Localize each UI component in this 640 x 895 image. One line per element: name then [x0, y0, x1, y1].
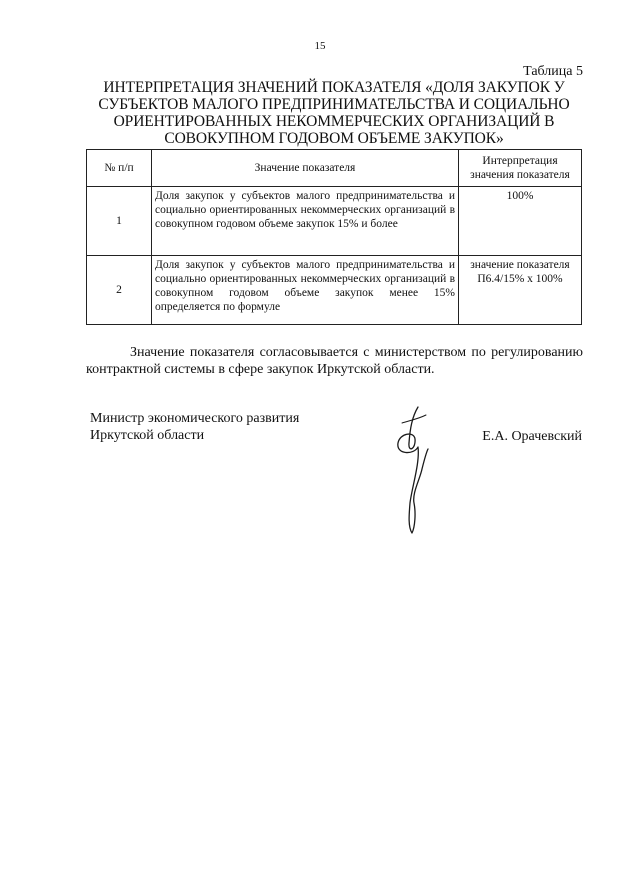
table-header-row — [87, 150, 582, 187]
header-number: № п/п — [87, 150, 152, 187]
title-line: СУБЪЕКТОВ МАЛОГО ПРЕДПРИНИМАТЕЛЬСТВА И СОЦИАЛЬНО — [98, 96, 570, 113]
signer-position-line: Министр экономического развития — [90, 411, 300, 426]
table-row — [87, 256, 582, 325]
row-number: 1 — [87, 187, 152, 256]
signer-position-line: Иркутской области — [90, 428, 205, 443]
row-number: 2 — [87, 256, 152, 325]
indicator-table — [86, 149, 582, 325]
header-interpretation: Интерпретация значения показателя — [459, 150, 582, 187]
signer-name: Е.А. Орачевский — [482, 429, 582, 444]
header-value: Значение показателя — [152, 150, 459, 187]
title-line: СОВОКУПНОМ ГОДОВОМ ОБЪЕМЕ ЗАКУПОК» — [164, 130, 504, 147]
row-interpretation: значение показателя П6.4/15% х 100% — [459, 256, 582, 325]
document-title — [86, 79, 582, 147]
table-row — [87, 187, 582, 256]
table-label: Таблица 5 — [523, 64, 583, 79]
title-line: ОРИЕНТИРОВАННЫХ НЕКОММЕРЧЕСКИХ ОРГАНИЗАЦИЙ В — [113, 113, 555, 130]
page-number: 15 — [314, 40, 326, 52]
handwritten-signature — [388, 403, 440, 535]
signer-position — [90, 410, 299, 444]
approval-paragraph: Значение показателя согласовывается с министерством по регулированию контрактной системы в сфере закупок Иркутской области. — [86, 345, 583, 377]
row-interpretation: 100% — [459, 187, 582, 256]
row-value: Доля закупок у субъектов малого предпринимательства и социально ориентированных некоммерческих организаций в совокупном годовом объеме закупок менее 15% определяется по формуле — [152, 256, 459, 325]
row-value: Доля закупок у субъектов малого предпринимательства и социально ориентированных некоммерческих организаций в совокупном годовом объеме закупок 15% и более — [152, 187, 459, 256]
title-line: ИНТЕРПРЕТАЦИЯ ЗНАЧЕНИЙ ПОКАЗАТЕЛЯ «ДОЛЯ ЗАКУПОК У — [103, 79, 565, 96]
